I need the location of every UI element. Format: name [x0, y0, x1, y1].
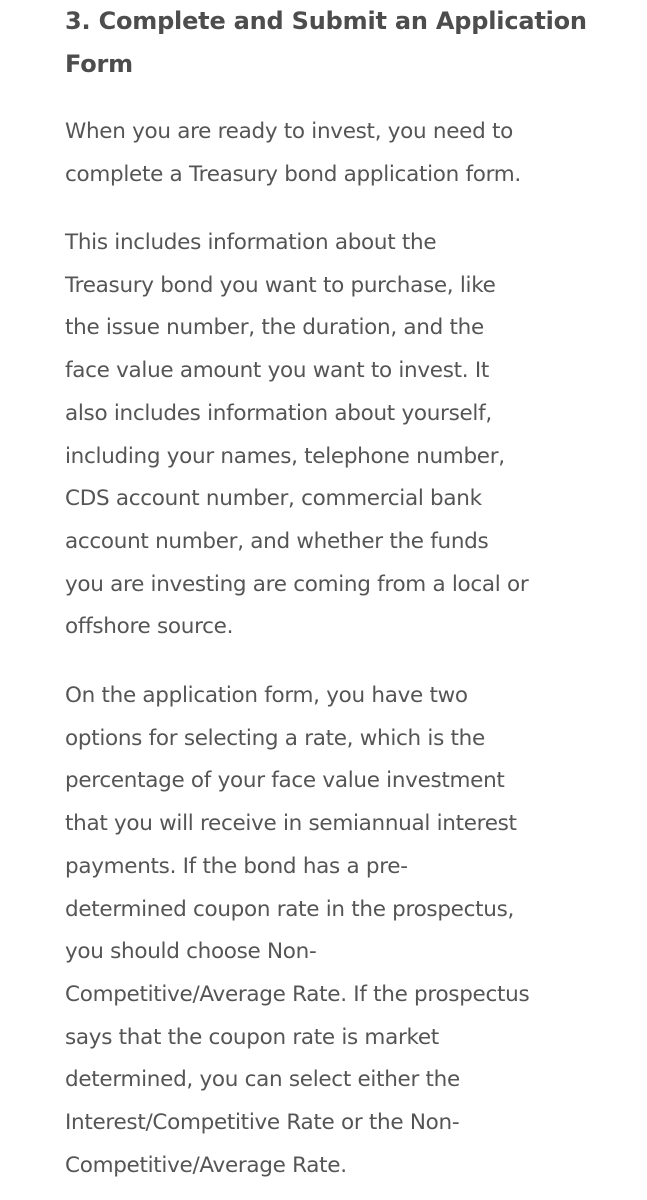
text-line: Competitive/Average Rate.: [65, 1152, 347, 1178]
text-line: you should choose Non-: [65, 939, 317, 965]
heading-line: 3. Complete and Submit an Application: [65, 7, 587, 35]
paragraph-rate-options: [65, 675, 605, 1187]
text-line: that you will receive in semiannual interest: [65, 811, 517, 837]
text-line: you are investing are coming from a local or: [65, 571, 529, 597]
section-heading: [65, 0, 605, 86]
text-line: including your names, telephone number,: [65, 443, 505, 469]
heading-line: Form: [65, 50, 133, 78]
text-line: Competitive/Average Rate. If the prospectus: [65, 981, 530, 1007]
text-line: Interest/Competitive Rate or the Non-: [65, 1110, 460, 1136]
text-line: account number, and whether the funds: [65, 528, 489, 554]
paragraph-intro: [65, 111, 605, 196]
text-line: When you are ready to invest, you need to: [65, 119, 513, 144]
text-line: determined coupon rate in the prospectus,: [65, 896, 515, 922]
text-line: determined, you can select either the: [65, 1067, 460, 1093]
text-line: This includes information about the: [65, 230, 437, 255]
text-line: says that the coupon rate is market: [65, 1024, 439, 1050]
text-line: Treasury bond you want to purchase, like: [65, 272, 496, 298]
text-line: payments. If the bond has a pre-: [65, 853, 408, 879]
article-section: [65, 0, 605, 1178]
text-line: options for selecting a rate, which is the: [65, 725, 485, 751]
text-line: the issue number, the duration, and the: [65, 315, 484, 341]
paragraph-details: [65, 222, 605, 649]
text-line: On the application form, you have two: [65, 683, 468, 708]
text-line: CDS account number, commercial bank: [65, 486, 482, 512]
text-line: offshore source.: [65, 614, 234, 640]
text-line: also includes information about yourself,: [65, 400, 492, 426]
text-line: face value amount you want to invest. It: [65, 358, 490, 384]
text-line: complete a Treasury bond application form.: [65, 161, 521, 187]
text-line: percentage of your face value investment: [65, 768, 505, 794]
